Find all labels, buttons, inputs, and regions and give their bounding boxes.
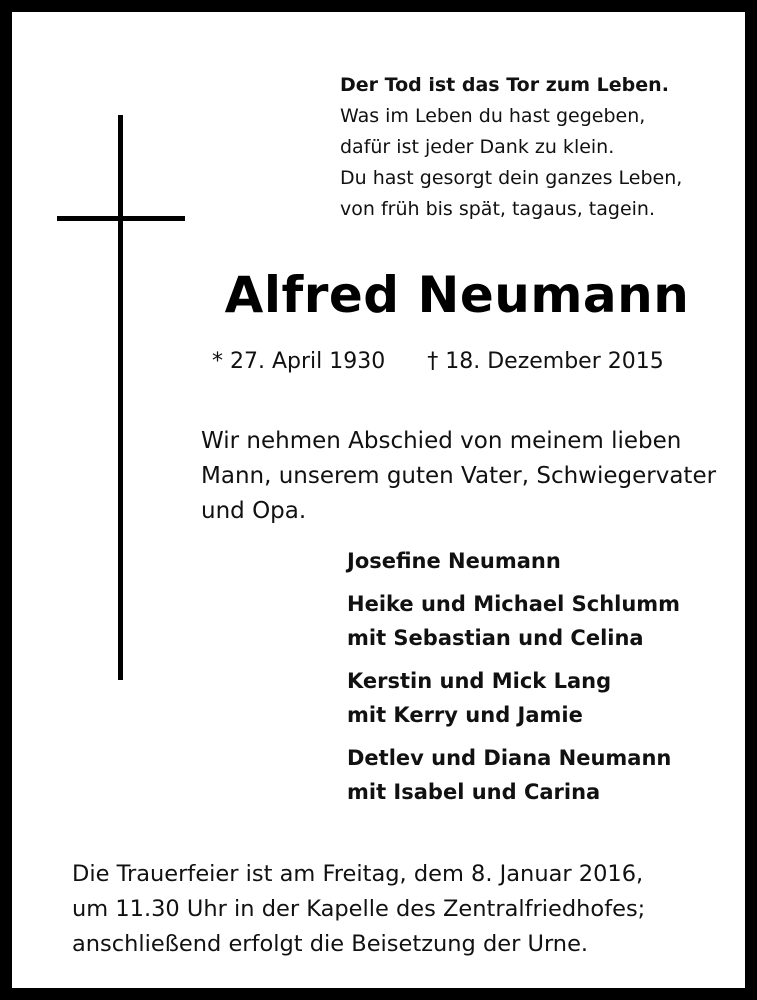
poem-line: Was im Leben du hast gegeben, <box>340 105 646 127</box>
poem-line: Du hast gesorgt dein ganzes Leben, <box>340 167 683 189</box>
funeral-line: um 11.30 Uhr in der Kapelle des Zentralfriedhofes; <box>72 896 646 922</box>
funeral-line: anschließend erfolgt die Beisetzung der Urne. <box>72 931 589 957</box>
mourner-line: Heike und Michael Schlumm <box>347 592 681 616</box>
death-date: † 18. Dezember 2015 <box>427 349 664 374</box>
mourner-line: Kerstin und Mick Lang <box>347 669 612 693</box>
mourner-line: mit Kerry und Jamie <box>347 703 583 727</box>
poem <box>340 70 740 225</box>
obituary-notice <box>12 12 745 988</box>
poem-line: dafür ist jeder Dank zu klein. <box>340 136 615 158</box>
farewell-line: Wir nehmen Abschied von meinem lieben <box>201 428 682 454</box>
mourner-group <box>347 664 747 732</box>
funeral-details <box>72 857 712 962</box>
life-dates <box>212 345 752 379</box>
farewell-line: Mann, unserem guten Vater, Schwiegervater <box>201 463 717 489</box>
mourner-line: mit Sebastian und Celina <box>347 626 644 650</box>
farewell-text <box>201 424 721 529</box>
mourner-group <box>347 587 747 655</box>
cross-icon-horizontal-bar <box>57 216 185 221</box>
mourner-line: mit Isabel und Carina <box>347 780 601 804</box>
mourner-line: Detlev und Diana Neumann <box>347 746 672 770</box>
poem-line: Der Tod ist das Tor zum Leben. <box>340 74 669 96</box>
birth-date: * 27. April 1930 <box>212 349 386 374</box>
funeral-line: Die Trauerfeier ist am Freitag, dem 8. Januar 2016, <box>72 861 644 887</box>
deceased-name: Alfred Neumann <box>224 266 690 324</box>
cross-icon-vertical-bar <box>118 115 123 680</box>
poem-line: von früh bis spät, tagaus, tagein. <box>340 198 656 220</box>
farewell-line: und Opa. <box>201 498 307 524</box>
mourners-list <box>347 544 747 818</box>
mourner-line: Josefine Neumann <box>347 549 561 573</box>
mourner-group <box>347 544 747 578</box>
mourner-group <box>347 741 747 809</box>
